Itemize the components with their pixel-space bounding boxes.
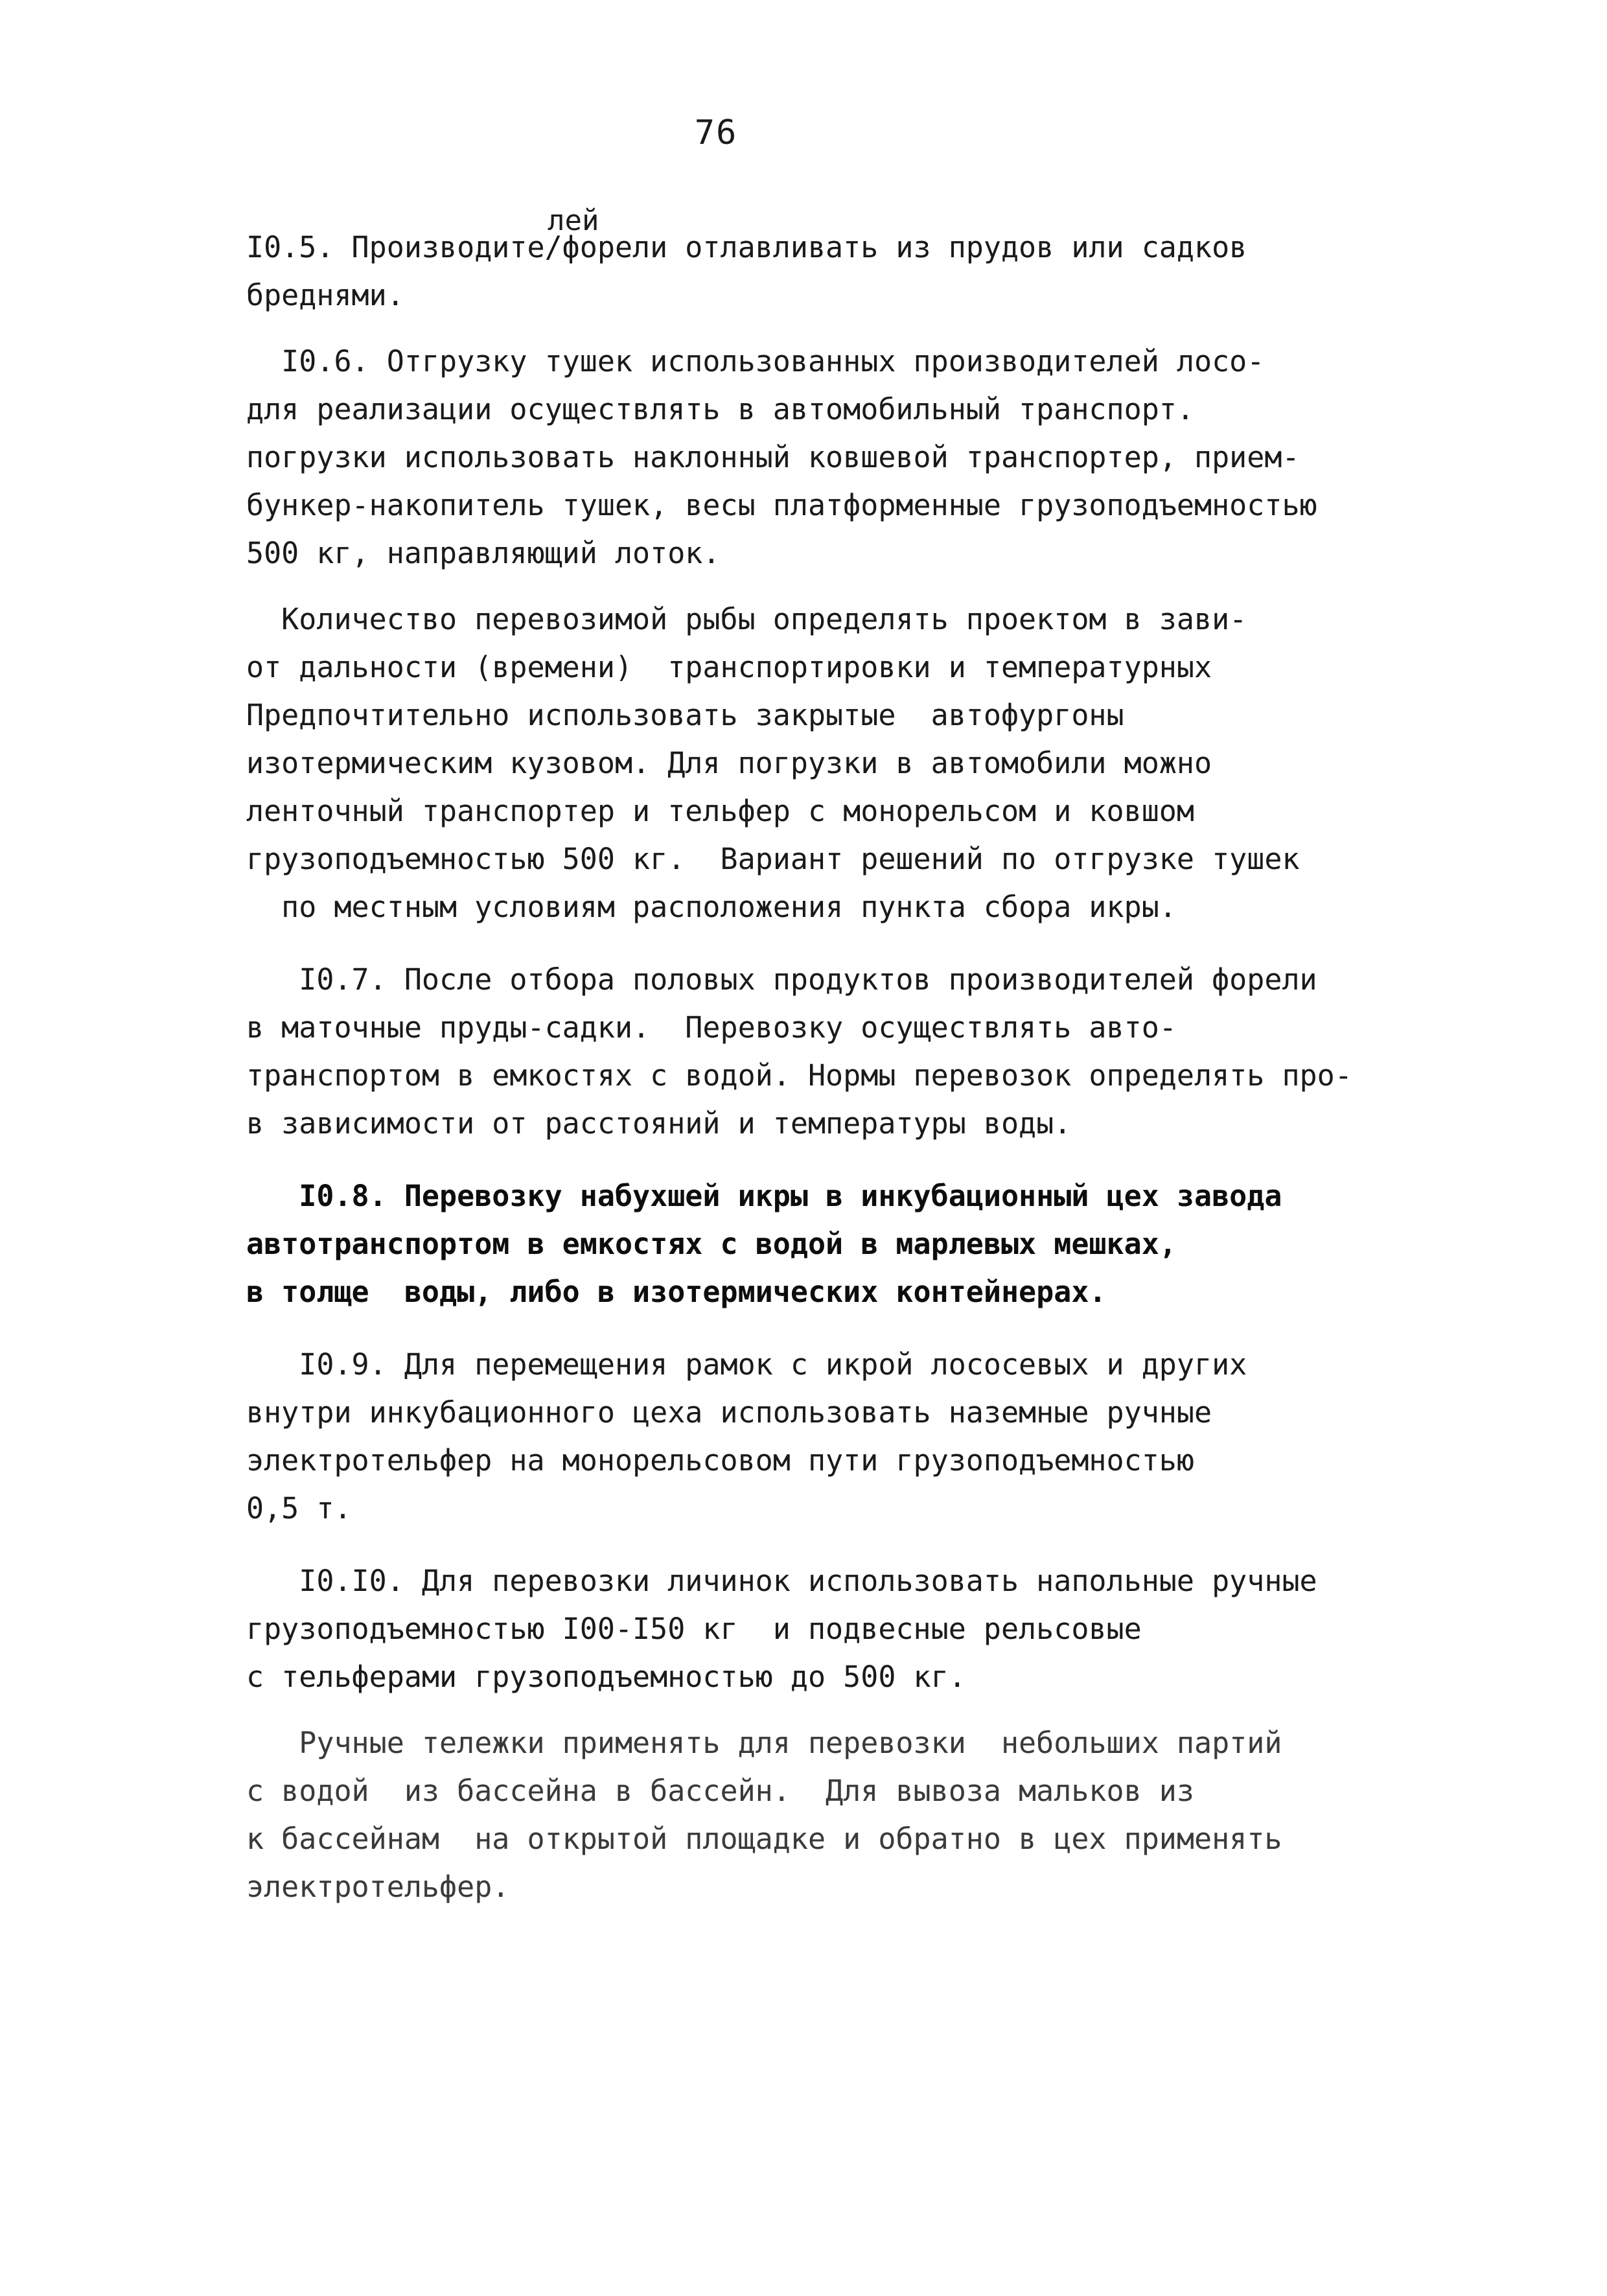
- text-line: I0.9. Для перемещения рамок с икрой лососевых и других: [246, 1347, 1247, 1382]
- paragraph-10-7: [246, 956, 1464, 1148]
- text-line: 500 кг, направляющий лоток.: [246, 536, 721, 570]
- text-line: I0.8. Перевозку набухшей икры в инкубационный цех завода: [246, 1179, 1282, 1213]
- paragraph-10-8: [246, 1172, 1464, 1316]
- text-line: электротельфер.: [246, 1870, 510, 1904]
- text-line: для реализации осуществлять в автомобильный транспорт.: [246, 392, 1194, 426]
- text-line: электротельфер на монорельсовом пути грузоподъемностью: [246, 1443, 1194, 1478]
- page-number: 76: [694, 113, 738, 152]
- text-line: бункер-накопитель тушек, весы платформенные грузоподъемностью: [246, 488, 1317, 522]
- handwritten-insert: лей: [548, 204, 599, 237]
- text-line: в толще воды, либо в изотермических контейнерах.: [246, 1275, 1107, 1309]
- paragraph-10-10: [246, 1557, 1464, 1701]
- text-line: по местным условиям расположения пункта сбора икры.: [246, 890, 1177, 924]
- text-line: грузоподъемностью I00-I50 кг и подвесные рельсовые: [246, 1612, 1142, 1646]
- text-line: Предпочтительно использовать закрытые автофургоны: [246, 698, 1124, 732]
- text-line: транспортом в емкостях с водой. Нормы перевозок определять про-: [246, 1058, 1352, 1093]
- text-line: грузоподъемностью 500 кг. Вариант решений по отгрузке тушек: [246, 842, 1300, 876]
- text-line: Количество перевозимой рыбы определять проектом в зави-: [246, 602, 1247, 636]
- paragraph-10-10b: [246, 1719, 1464, 1911]
- paragraph-10-9: [246, 1341, 1464, 1533]
- text-line: 0,5 т.: [246, 1491, 352, 1525]
- paragraph-10-5: [246, 224, 1464, 319]
- text-line: I0.5. Производите/форели отлавливать из прудов или садков: [246, 230, 1247, 264]
- document-body: [246, 224, 1464, 1911]
- text-line: I0.I0. Для перевозки личинок использовать напольные ручные: [246, 1564, 1317, 1598]
- text-line: I0.6. Отгрузку тушек использованных производителей лосо-: [246, 344, 1265, 378]
- text-line: с водой из бассейна в бассейн. Для вывоза мальков из: [246, 1774, 1194, 1808]
- paragraph-10-6: [246, 338, 1464, 577]
- text-line: от дальности (времени) транспортировки и температурных: [246, 650, 1212, 684]
- text-line: I0.7. После отбора половых продуктов производителей форели: [246, 962, 1317, 997]
- text-line: внутри инкубационного цеха использовать наземные ручные: [246, 1395, 1212, 1430]
- text-line: погрузки использовать наклонный ковшевой транспортер, прием-: [246, 440, 1300, 474]
- text-line: в зависимости от расстояний и температуры воды.: [246, 1106, 1072, 1141]
- text-line: в маточные пруды-садки. Перевозку осуществлять авто-: [246, 1010, 1177, 1045]
- paragraph-10-6b: [246, 596, 1464, 931]
- text-line: бреднями.: [246, 278, 404, 312]
- text-line: к бассейнам на открытой площадке и обратно в цех применять: [246, 1822, 1282, 1856]
- text-line: Ручные тележки применять для перевозки небольших партий: [246, 1726, 1282, 1760]
- text-line: с тельферами грузоподъемностью до 500 кг.: [246, 1660, 966, 1694]
- text-line: изотермическим кузовом. Для погрузки в автомобили можно: [246, 746, 1212, 780]
- text-line: автотранспортом в емкостях с водой в марлевых мешках,: [246, 1227, 1177, 1261]
- text-line: ленточный транспортер и тельфер с монорельсом и ковшом: [246, 794, 1194, 828]
